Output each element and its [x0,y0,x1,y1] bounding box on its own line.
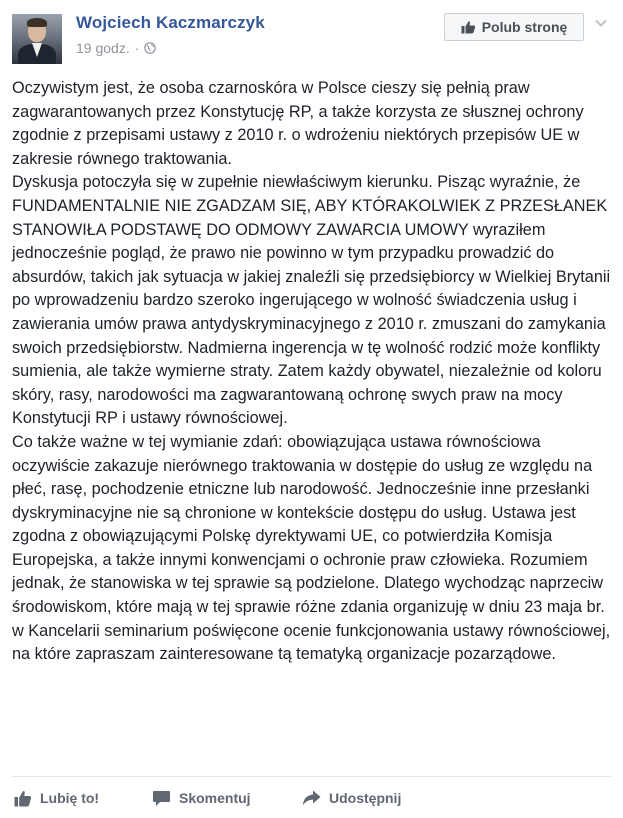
like-page-button[interactable] [444,13,584,41]
comment-icon [152,790,171,807]
thumbs-up-icon [14,790,32,807]
author-name[interactable]: Wojciech Kaczmarczyk [76,13,265,32]
avatar[interactable] [12,14,62,64]
like-button[interactable] [14,783,99,813]
comment-button[interactable] [152,783,251,813]
post-timestamp[interactable]: 19 godz. [76,40,130,56]
post-actions-bar [0,783,623,813]
thumbs-up-icon [461,20,476,34]
post-text: Oczywistym jest, że osoba czarnoskóra w Polsce cieszy się pełnią praw zagwarantowanych przez Konstytucję RP, a także korzysta ze słusznej ochrony zgodnie z przepisami ustawy z 2010 r. o wdrożeniu niektórych przepisów UE w zakresie równego traktowania. Dyskusja potoczyła się w zupełnie niewłaściwym kierunku. Pisząc wyraźnie, że FUNDAMENTALNIE NIE ZGADZAM SIĘ, ABY KTÓRAKOLWIEK Z PRZESŁANEK STANOWIŁA PODSTAWĘ DO ODMOWY ZAWARCIA UMOWY wyraziłem jednocześnie pogląd, że prawo nie powinno w tym przypadku prowadzić do absurdów, takich jak sytuacja w jakiej znaleźli się przedsiębiorcy w Wielkiej Brytanii po wprowadzeniu bardzo szeroko ingerującego w wolność świadczenia usług i zawierania umów prawa antydyskryminacyjnego z 2010 r. zmuszani do zamykania swoich przedsiębiorstw. Nadmierna ingerencja w tę wolność rodzić może konflikty sumienia, ale także wymierne straty. Zatem każdy obywatel, niezależnie od koloru skóry, rasy, narodowości ma zagwarantowaną ochronę swych praw na mocy Konstytucji RP i ustawy równościowej. Co także ważne w tej wymianie zdań: obowiązująca ustawa równościowa oczywiście zakazuje nierównego traktowania w dostępie do usług ze względu na płeć, rasę, pochodzenie etniczne lub narodowość. Jednocześnie inne przesłanki dyskryminacyjne nie są chronione w kontekście dostępu do usług. Ustawa jest zgodna z obowiązującymi Polskę dyrektywami UE, co potwierdziła Komisja Europejska, a także innymi konwencjami o ochronie praw człowieka. Rozumiem jednak, że stanowiska w tej sprawie są podzielone. Dlatego wychodząc naprzeciw środowiskom, które mają w tej sprawie różne zdania organizuję w dniu 23 maja br. w Kancelarii seminarium poświęcone ocenie funkcjonowania ustawy równościowej, na które zapraszam zainteresowane tą tematyką organizacje pozarządowe. [12,79,611,664]
share-icon [302,790,321,806]
globe-icon[interactable] [144,42,156,54]
post-meta [76,40,156,56]
like-page-label: Polub stronę [481,19,568,35]
share-button[interactable] [302,783,401,813]
meta-separator: · [134,40,140,56]
share-label: Udostępnij [329,790,402,806]
post-header [0,0,623,70]
action-divider [12,776,611,777]
like-label: Lubię to! [40,790,100,806]
chevron-down-icon[interactable] [594,16,608,30]
comment-label: Skomentuj [179,790,251,806]
